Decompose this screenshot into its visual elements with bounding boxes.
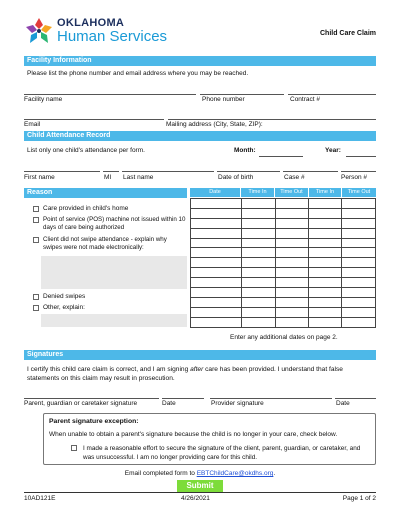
mailing-address-field[interactable] [168,119,376,120]
time-in-1-header: Time In [241,188,274,197]
last-name-field[interactable] [122,171,214,172]
time-cell[interactable] [275,248,309,258]
date-cell[interactable] [191,208,242,218]
time-cell[interactable] [275,238,309,248]
signatures-section-header: Signatures [24,350,376,360]
reason-option-pos: Point of service (POS) machine not issued within 10 days of care being authorized [43,216,186,231]
time-cell[interactable] [342,199,376,209]
certify-prefix: I certify this child care claim is correct, and I am signing [27,366,191,373]
time-cell[interactable] [342,317,376,327]
date-table-row [191,258,376,268]
date-table-row [191,228,376,238]
date-cell[interactable] [191,307,242,317]
date-table-row [191,297,376,307]
email-prefix: Email completed form to [124,470,197,477]
date-table-row [191,238,376,248]
time-cell[interactable] [241,258,275,268]
time-cell[interactable] [309,268,342,278]
additional-dates-note: Enter any additional dates on page 2. [230,334,338,341]
person-label: Person # [341,174,368,181]
parent-signature-field[interactable] [24,398,159,399]
time-cell[interactable] [275,268,309,278]
time-cell[interactable] [241,278,275,288]
time-cell[interactable] [309,208,342,218]
facility-name-field[interactable] [24,94,196,95]
time-cell[interactable] [275,218,309,228]
time-cell[interactable] [241,297,275,307]
time-cell[interactable] [309,218,342,228]
certify-statement [27,365,376,383]
reason-checkbox-pos[interactable] [33,217,39,223]
time-out-2-header: Time Out [342,188,376,197]
time-cell[interactable] [309,238,342,248]
reason-option-other: Other, explain: [43,304,85,311]
date-cell[interactable] [191,297,242,307]
date-table-row [191,208,376,218]
date-table-row [191,278,376,288]
time-cell[interactable] [241,218,275,228]
provider-signature-label: Provider signature [211,400,264,407]
time-cell[interactable] [342,307,376,317]
date-time-table [190,198,376,328]
case-field[interactable] [283,171,338,172]
form-date: 4/26/2021 [181,495,210,502]
certify-suffix: care has been provided. I understand that false statements on this claim may result in prosecution. [27,366,343,382]
email-label: Email [24,121,41,128]
other-explanation-field[interactable] [41,314,187,327]
reason-checkbox-other[interactable] [33,305,39,311]
parent-date-field[interactable] [162,398,204,399]
exception-text: When unable to obtain a parent's signature because the child is no longer in your care, check below. [49,431,338,438]
time-cell[interactable] [309,288,342,298]
person-field[interactable] [341,171,376,172]
time-cell[interactable] [342,228,376,238]
exception-checkbox-text: I made a reasonable effort to secure the signature of the client, parent, guardian, or caretaker, and was unsuccessful. I am no longer providing care for this child. [83,445,361,461]
date-cell[interactable] [191,317,242,327]
month-field[interactable] [259,156,303,157]
logo-line2: Human Services [57,28,168,45]
contract-field[interactable] [288,94,376,95]
parent-date-label: Date [162,400,176,407]
time-out-1-header: Time Out [275,188,308,197]
time-cell[interactable] [309,278,342,288]
email-suffix: . [273,470,276,477]
time-cell[interactable] [309,228,342,238]
case-label: Case # [284,174,305,181]
mi-label: MI [104,174,112,181]
reason-checkbox-no-swipe[interactable] [33,237,39,243]
email-field[interactable] [24,119,164,120]
time-cell[interactable] [342,268,376,278]
time-cell[interactable] [342,208,376,218]
date-cell[interactable] [191,268,242,278]
first-name-field[interactable] [24,171,100,172]
email-instruction [0,470,400,477]
provider-signature-field[interactable] [210,398,332,399]
time-cell[interactable] [241,288,275,298]
form-title: Child Care Claim [319,30,376,37]
time-cell[interactable] [309,297,342,307]
time-cell[interactable] [342,278,376,288]
time-cell[interactable] [309,258,342,268]
provider-date-field[interactable] [335,398,376,399]
dob-label: Date of birth [218,174,254,181]
time-cell[interactable] [275,258,309,268]
provider-date-label: Date [336,400,350,407]
mi-field[interactable] [103,171,119,172]
time-cell[interactable] [342,288,376,298]
first-name-label: First name [24,174,55,181]
facility-instruction: Please list the phone number and email address where you may be reached. [27,70,249,77]
page-number: Page 1 of 2 [342,495,376,502]
form-code: 10AD121E [24,495,56,502]
time-cell[interactable] [342,258,376,268]
reason-option-home: Care provided in child's home [43,205,129,212]
time-cell[interactable] [241,268,275,278]
date-cell[interactable] [191,258,242,268]
time-cell[interactable] [241,199,275,209]
exception-checkbox[interactable] [71,445,77,451]
facility-name-label: Facility name [24,96,63,103]
date-cell[interactable] [191,238,242,248]
reason-checkbox-home[interactable] [33,206,39,212]
time-cell[interactable] [241,248,275,258]
time-cell[interactable] [275,228,309,238]
mailing-address-label: Mailing address (City, State, ZIP): [166,121,263,128]
time-cell[interactable] [275,307,309,317]
time-cell[interactable] [241,238,275,248]
footer-divider [24,492,376,493]
month-label: Month: [234,147,256,154]
email-link[interactable]: EBTChildCare@okdhs.org [196,470,274,477]
time-cell[interactable] [241,208,275,218]
date-cell[interactable] [191,248,242,258]
logo-line1: OKLAHOMA [57,17,125,29]
date-table-row [191,317,376,327]
date-table-row [191,199,376,209]
time-cell[interactable] [342,248,376,258]
submit-button[interactable]: Submit [177,480,223,492]
phone-number-field[interactable] [200,94,284,95]
time-cell[interactable] [275,208,309,218]
attendance-instruction: List only one child's attendance per form. [27,147,145,154]
certify-italic: after [190,366,204,373]
reason-checkbox-denied[interactable] [33,294,39,300]
reason-option-denied: Denied swipes [43,293,86,300]
date-table-row [191,268,376,278]
date-cell[interactable] [191,218,242,228]
time-cell[interactable] [275,199,309,209]
phone-number-label: Phone number [202,96,245,103]
date-table-row [191,248,376,258]
facility-section-header: Facility Information [24,56,376,66]
time-cell[interactable] [309,317,342,327]
time-cell[interactable] [309,248,342,258]
logo-emblem-icon [24,16,54,46]
exception-box [43,413,376,465]
year-field[interactable] [346,156,376,157]
time-cell[interactable] [342,238,376,248]
time-cell[interactable] [241,317,275,327]
time-cell[interactable] [275,278,309,288]
last-name-label: Last name [123,174,154,181]
date-table-row [191,218,376,228]
time-cell[interactable] [241,228,275,238]
date-table-row [191,307,376,317]
exception-title: Parent signature exception: [49,418,139,425]
dob-field[interactable] [217,171,280,172]
time-cell[interactable] [275,288,309,298]
time-cell[interactable] [342,218,376,228]
time-cell[interactable] [241,307,275,317]
reason-option-no-swipe: Client did not swipe attendance - explain why swipes were not made electronically: [43,236,167,251]
logo [24,16,184,48]
time-cell[interactable] [275,317,309,327]
contract-label: Contract # [290,96,320,103]
date-cell[interactable] [191,278,242,288]
parent-signature-label: Parent, guardian or caretaker signature [24,400,138,407]
time-in-2-header: Time In [309,188,341,197]
time-cell[interactable] [275,297,309,307]
date-column-header: Date [190,188,240,197]
time-cell[interactable] [342,297,376,307]
date-cell[interactable] [191,199,242,209]
date-cell[interactable] [191,288,242,298]
year-label: Year: [325,147,341,154]
no-swipe-explanation-field[interactable] [41,256,187,289]
date-table-row [191,288,376,298]
time-cell[interactable] [309,307,342,317]
reason-section-header: Reason [24,188,187,198]
date-cell[interactable] [191,228,242,238]
time-cell[interactable] [309,199,342,209]
attendance-section-header: Child Attendance Record [24,131,376,141]
